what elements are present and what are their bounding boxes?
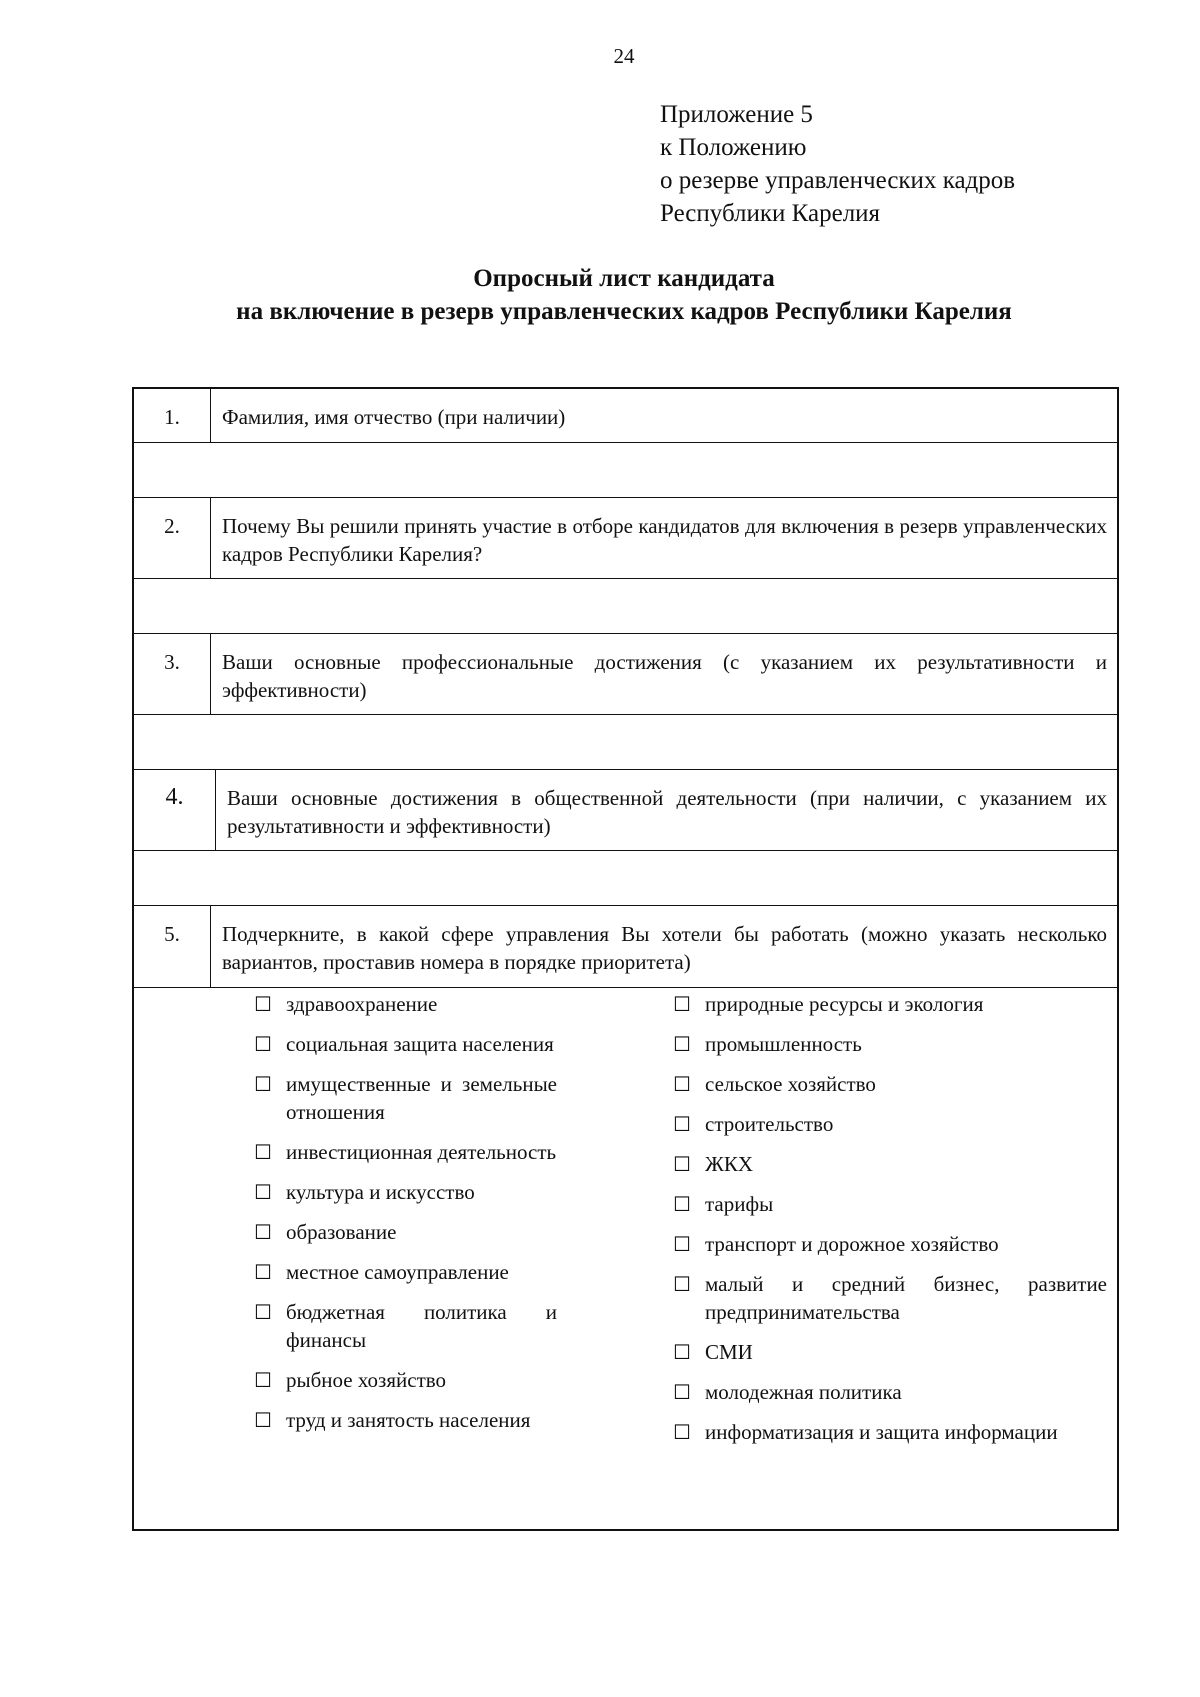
checkbox-icon[interactable]: ☐ <box>673 1192 691 1216</box>
option-label: строительство <box>705 1112 834 1136</box>
checkbox-icon[interactable]: ☐ <box>673 1232 691 1256</box>
options-right-column <box>557 990 1117 1519</box>
question-number: 5. <box>134 906 211 987</box>
answer-field-1[interactable] <box>134 443 1117 498</box>
answer-field-4[interactable] <box>134 851 1117 906</box>
answer-field-2[interactable] <box>134 579 1117 634</box>
option-label: малый и средний бизнес, развитие предпринимательства <box>705 1272 1107 1324</box>
question-number: 2. <box>134 498 211 578</box>
option-fisheries[interactable] <box>254 1366 557 1394</box>
checkbox-icon[interactable]: ☐ <box>254 1220 272 1244</box>
questionnaire-table <box>132 387 1119 1531</box>
checkbox-icon[interactable]: ☐ <box>254 1140 272 1164</box>
options-left-column <box>134 990 557 1519</box>
option-label: бюджетная политика и финансы <box>286 1300 557 1352</box>
checkbox-icon[interactable]: ☐ <box>254 1180 272 1204</box>
option-label: сельское хозяйство <box>705 1072 876 1096</box>
appendix-header <box>660 98 1015 230</box>
option-healthcare[interactable] <box>254 990 557 1018</box>
question-number: 3. <box>134 634 211 714</box>
question-text: Почему Вы решили принять участие в отборе кандидатов для включения в резерв управленческих кадров Республики Карелия? <box>222 514 1107 566</box>
option-education[interactable] <box>254 1218 557 1246</box>
option-label: инвестиционная деятельность <box>286 1140 557 1164</box>
option-informatization[interactable] <box>673 1418 1107 1446</box>
checkbox-icon[interactable]: ☐ <box>673 1072 691 1096</box>
option-agriculture[interactable] <box>673 1070 1107 1098</box>
checkbox-icon[interactable]: ☐ <box>254 1300 272 1324</box>
option-media[interactable] <box>673 1338 1107 1366</box>
checkbox-icon[interactable]: ☐ <box>673 1380 691 1404</box>
option-small-business[interactable] <box>673 1270 1107 1326</box>
option-label: культура и искусство <box>286 1180 475 1204</box>
management-sphere-options <box>134 988 1117 1529</box>
option-label: информатизация и защита информации <box>705 1420 1058 1444</box>
option-label: здравоохранение <box>286 992 438 1016</box>
option-label: ЖКХ <box>705 1152 753 1176</box>
option-label: социальная защита населения <box>286 1032 554 1056</box>
option-natural-resources[interactable] <box>673 990 1107 1018</box>
checkbox-icon[interactable]: ☐ <box>673 1272 691 1296</box>
question-number: 4. <box>134 770 216 850</box>
checkbox-icon[interactable]: ☐ <box>254 1072 272 1096</box>
option-industry[interactable] <box>673 1030 1107 1058</box>
question-text: Ваши основные профессиональные достижения (с указанием их результативности и эффективности) <box>222 650 1107 702</box>
option-label: тарифы <box>705 1192 774 1216</box>
checkbox-icon[interactable]: ☐ <box>673 1420 691 1444</box>
document-title <box>0 262 1200 328</box>
title-line: на включение в резерв управленческих кадров Республики Карелия <box>236 298 1012 325</box>
option-label: труд и занятость населения <box>286 1408 531 1432</box>
option-label: местное самоуправление <box>286 1260 509 1284</box>
title-line: Опросный лист кандидата <box>473 265 775 292</box>
option-label: образование <box>286 1220 397 1244</box>
option-label: имущественные и земельные отношения <box>286 1072 557 1124</box>
question-row-1 <box>134 389 1117 443</box>
option-tariffs[interactable] <box>673 1190 1107 1218</box>
option-label: СМИ <box>705 1340 753 1364</box>
option-investment[interactable] <box>254 1138 557 1166</box>
question-text: Подчеркните, в какой сфере управления Вы хотели бы работать (можно указать несколько вариантов, проставив номера в порядке приоритета) <box>222 922 1107 974</box>
question-row-5 <box>134 906 1117 988</box>
option-property-relations[interactable] <box>254 1070 557 1126</box>
appendix-line: Республики Карелия <box>660 200 881 227</box>
appendix-line: Приложение 5 <box>660 101 813 128</box>
option-label: промышленность <box>705 1032 862 1056</box>
option-housing-utilities[interactable] <box>673 1150 1107 1178</box>
option-budget-policy[interactable] <box>254 1298 557 1354</box>
option-label: природные ресурсы и экология <box>705 992 984 1016</box>
option-youth-policy[interactable] <box>673 1378 1107 1406</box>
option-culture[interactable] <box>254 1178 557 1206</box>
checkbox-icon[interactable]: ☐ <box>673 992 691 1016</box>
option-label: рыбное хозяйство <box>286 1368 447 1392</box>
answer-field-3[interactable] <box>134 715 1117 770</box>
option-local-government[interactable] <box>254 1258 557 1286</box>
option-labor-employment[interactable] <box>254 1406 557 1434</box>
checkbox-icon[interactable]: ☐ <box>673 1340 691 1364</box>
checkbox-icon[interactable]: ☐ <box>673 1112 691 1136</box>
question-row-3 <box>134 634 1117 715</box>
checkbox-icon[interactable]: ☐ <box>254 1260 272 1284</box>
question-text: Фамилия, имя отчество (при наличии) <box>222 405 566 429</box>
checkbox-icon[interactable]: ☐ <box>673 1152 691 1176</box>
checkbox-icon[interactable]: ☐ <box>254 1368 272 1392</box>
appendix-line: о резерве управленческих кадров <box>660 167 1016 194</box>
question-number: 1. <box>134 389 211 442</box>
page-number: 24 <box>613 44 635 68</box>
question-row-4 <box>134 770 1117 851</box>
option-social-protection[interactable] <box>254 1030 557 1058</box>
checkbox-icon[interactable]: ☐ <box>673 1032 691 1056</box>
question-text: Ваши основные достижения в общественной деятельности (при наличии, с указанием их результативности и эффективности) <box>227 786 1107 838</box>
question-row-2 <box>134 498 1117 579</box>
option-transport[interactable] <box>673 1230 1107 1258</box>
option-label: молодежная политика <box>705 1380 902 1404</box>
checkbox-icon[interactable]: ☐ <box>254 1408 272 1432</box>
appendix-line: к Положению <box>660 134 807 161</box>
checkbox-icon[interactable]: ☐ <box>254 992 272 1016</box>
option-construction[interactable] <box>673 1110 1107 1138</box>
option-label: транспорт и дорожное хозяйство <box>705 1232 999 1256</box>
checkbox-icon[interactable]: ☐ <box>254 1032 272 1056</box>
